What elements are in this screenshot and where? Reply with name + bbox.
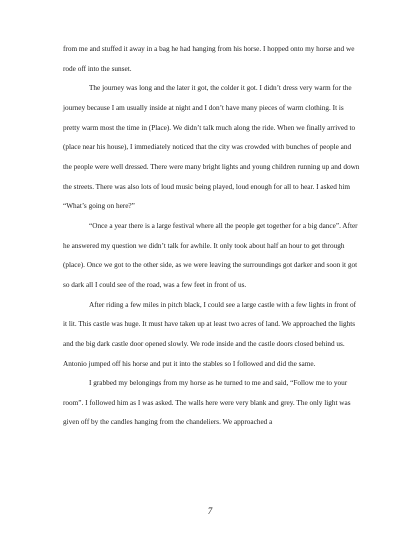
paragraph-5: I grabbed my belongings from my horse as he turned to me and said, “Follow me to your room”. I followed him as I was asked. The walls here were very blank and grey. The only light was given off by the candles hanging from the chandeliers. We approached a: [63, 379, 351, 427]
paragraph-2: The journey was long and the later it got, the colder it got. I didn’t dress very warm for the journey because I am usually inside at night and I don’t have many pieces of warm clothing. It is pretty warm most the time in (Place). We didn’t talk much along the ride. When we finally arrived to (place near his house), I immediately noticed that the city was crowded with bunches of people and the people were well dressed. There were many bright lights and young children running up and down the streets. There was also lots of loud music being played, loud enough for all to hear. I asked him “What’s going on here?”: [63, 84, 360, 211]
paragraph-3: “Once a year there is a large festival where all the people get together for a big dance”. After he answered my question we didn’t talk for awhile. It only took about half an hour to get through (place). Once we got to the other side, as we were leaving the surroundings got darker and soon it got so dark all I could see of the road, was a few feet in front of us.: [63, 221, 358, 289]
body-text: [63, 40, 361, 433]
paragraph-1: from me and stuffed it away in a bag he had hanging from his horse. I hopped onto my horse and we rode off into the sunset.: [63, 45, 355, 73]
page-number: 7: [207, 506, 213, 516]
paragraph-4: After riding a few miles in pitch black, I could see a large castle with a few lights in front of it lit. This castle was huge. It must have taken up at least two acres of land. We approached the lights and the big dark castle door opened slowly. We rode inside and the castle doors closed behind us. Antonio jumped off his horse and put it into the stables so I followed and did the same.: [63, 300, 357, 368]
